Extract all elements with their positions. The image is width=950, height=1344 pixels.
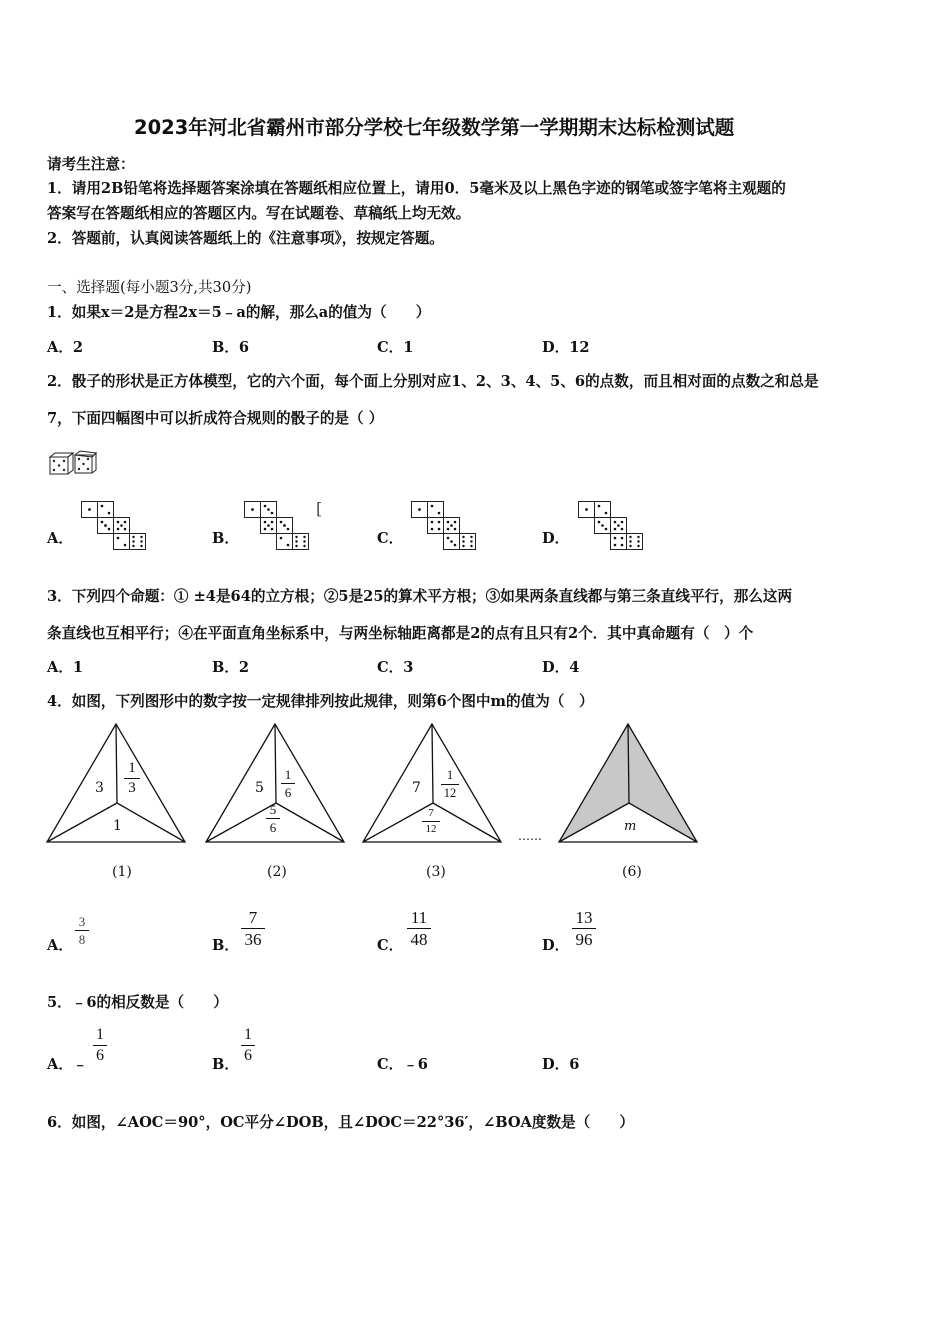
q4-option-d-num: 13 <box>575 908 593 927</box>
q4-option-b-den: 36 <box>244 930 262 949</box>
question-5-stem: 5．﹣6的相反数是（ ） <box>47 994 228 1011</box>
fig3-right-num: 1 <box>446 768 454 782</box>
q5-option-a-num: 1 <box>96 1026 104 1043</box>
q5-option-a-den: 6 <box>96 1047 104 1064</box>
fig3-bottom-fraction <box>422 808 440 835</box>
q4-option-a-fraction <box>75 915 89 946</box>
question-6-stem: 6．如图，∠AOC＝90°，OC平分∠DOB，且∠DOC＝22°36′，∠BOA度数是（ ） <box>47 1114 635 1131</box>
fig2-bottom-den: 6 <box>269 820 277 835</box>
fig2-label: (2) <box>267 864 287 880</box>
q1-option-c: C．1 <box>377 339 414 356</box>
fig1-right-num: 1 <box>128 760 136 776</box>
q5-option-b-fraction <box>241 1027 255 1064</box>
fig2-left-value: 5 <box>255 780 264 796</box>
section-heading: 一、选择题(每小题3分,共30分) <box>47 279 252 296</box>
q2-option-b: B． <box>212 530 239 547</box>
fig3-right-den: 12 <box>443 785 457 800</box>
fig6-m-value: m <box>624 819 637 834</box>
q1-option-a: A．2 <box>47 339 84 356</box>
q4-option-d: D． <box>542 937 570 954</box>
q3-option-d: D．4 <box>542 659 580 676</box>
fig2-right-den: 6 <box>284 785 292 800</box>
q5-option-d: D．6 <box>542 1056 580 1073</box>
fig1-right-den: 3 <box>128 780 136 796</box>
q1-option-b: B．6 <box>212 339 250 356</box>
fig3-left-value: 7 <box>412 780 421 796</box>
fig1-label: (1) <box>112 864 132 880</box>
q4-option-c-den: 48 <box>410 930 428 949</box>
dice-icon <box>48 450 98 476</box>
fig3-label: (3) <box>426 864 446 880</box>
q3-option-b: B．2 <box>212 659 250 676</box>
q4-option-c-fraction <box>407 909 431 948</box>
question-3-stem-1: 3．下列四个命题：① ±4是64的立方根；②5是25的算术平方根；③如果两条直线都与第三条直线平行，那么这两 <box>47 588 793 605</box>
fig1-bottom-value: 1 <box>113 818 122 834</box>
fig3-bottom-num: 7 <box>428 807 434 819</box>
q5-option-a-fraction <box>93 1027 107 1064</box>
page-title: 2023年河北省霸州市部分学校七年级数学第一学期期末达标检测试题 <box>134 116 735 139</box>
dice-net-a <box>81 501 149 553</box>
dice-net-d <box>578 501 646 553</box>
fig3-right-fraction <box>441 769 459 799</box>
fig2-bottom-fraction <box>266 803 280 834</box>
q4-option-a: A． <box>47 937 73 954</box>
q5-option-b: B． <box>212 1056 239 1073</box>
q1-option-d: D．12 <box>542 339 590 356</box>
q4-option-b-fraction <box>241 909 265 948</box>
dice-net-c <box>411 501 479 553</box>
fig1-right-fraction <box>124 761 140 796</box>
notice-line-1a: 1．请用2B铅笔将选择题答案涂填在答题纸相应位置上，请用0．5毫米及以上黑色字迹的钢笔或签字笔将主观题的 <box>47 180 786 197</box>
q3-option-a: A．1 <box>47 659 84 676</box>
q5-option-b-num: 1 <box>244 1026 252 1043</box>
q4-option-a-num: 3 <box>78 914 86 929</box>
q3-option-c: C．3 <box>377 659 414 676</box>
q4-option-b: B． <box>212 937 239 954</box>
q4-option-c-num: 11 <box>410 908 428 927</box>
question-2-stem-2: 7，下面四幅图中可以折成符合规则的骰子的是（ ） <box>47 410 384 427</box>
fig1-left-value: 3 <box>95 780 104 796</box>
fig2-right-fraction <box>281 768 295 799</box>
q5-option-c: C．﹣6 <box>377 1056 428 1073</box>
fig2-bottom-num: 5 <box>269 802 277 817</box>
q4-option-d-fraction <box>572 909 596 948</box>
q5-option-b-den: 6 <box>244 1047 252 1064</box>
fig6-label: (6) <box>622 864 642 880</box>
dice-net-b <box>244 501 312 553</box>
notice-line-1b: 答案写在答题纸相应的答题区内。写在试题卷、草稿纸上均无效。 <box>47 205 471 222</box>
q4-option-c: C． <box>377 937 404 954</box>
question-4-stem: 4．如图，下列图形中的数字按一定规律排列按此规律，则第6个图中m的值为（ ） <box>47 693 594 710</box>
q4-option-a-den: 8 <box>78 932 86 947</box>
q2-option-d: D． <box>542 530 570 547</box>
stray-bracket: [ <box>316 499 323 518</box>
q4-option-b-num: 7 <box>248 908 258 927</box>
question-1-stem: 1．如果x＝2是方程2x＝5﹣a的解，那么a的值为（ ） <box>47 304 431 321</box>
question-2-stem-1: 2．骰子的形状是正方体模型，它的六个面，每个面上分别对应1、2、3、4、5、6的点数，而且相对面的点数之和总是 <box>47 373 819 390</box>
figure-ellipsis: …… <box>518 829 542 843</box>
notice-heading: 请考生注意： <box>47 156 135 173</box>
q2-option-a: A． <box>47 530 73 547</box>
fig3-bottom-den: 12 <box>425 823 437 835</box>
notice-line-2: 2．答题前，认真阅读答题纸上的《注意事项》，按规定答题。 <box>47 230 444 247</box>
question-3-stem-2: 条直线也互相平行；④在平面直角坐标系中，与两坐标轴距离都是2的点有且只有2个．其中真命题有（ ）个 <box>47 625 754 642</box>
q2-option-c: C． <box>377 530 404 547</box>
q5-option-a: A．﹣ <box>47 1056 88 1073</box>
fig2-right-num: 1 <box>284 767 292 782</box>
q4-option-d-den: 96 <box>575 930 593 949</box>
